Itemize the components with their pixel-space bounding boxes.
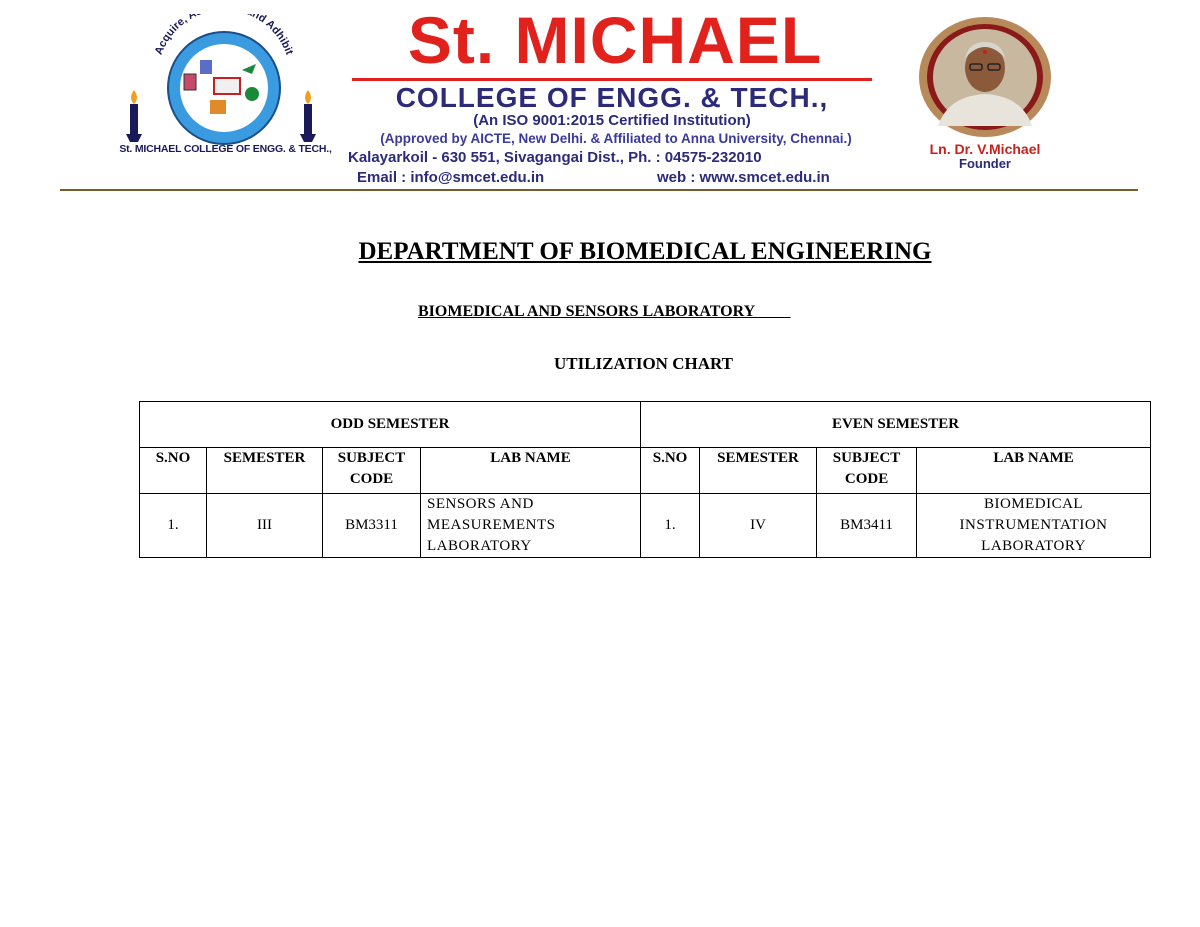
even-semester-header: EVEN SEMESTER: [641, 402, 1151, 448]
even-subject-code-cell: BM3411: [817, 494, 917, 558]
address-line: Kalayarkoil - 630 551, Sivagangai Dist., Ph. : 04575-232010: [348, 149, 762, 166]
lab-title-underline-tail: [755, 303, 791, 320]
header-rule: [60, 189, 1138, 191]
even-col-lab-name: LAB NAME: [917, 448, 1151, 494]
lab-title: [418, 302, 918, 322]
odd-col-lab-name: LAB NAME: [421, 448, 641, 494]
odd-sno-cell: 1.: [140, 494, 207, 558]
founder-title: Founder: [959, 156, 1011, 171]
even-semester-cell: IV: [700, 494, 817, 558]
odd-lab-name-cell: SENSORS AND MEASUREMENTS LABORATORY: [421, 494, 641, 558]
iso-certification: (An ISO 9001:2015 Certified Institution): [473, 112, 751, 129]
semester-header-row: [140, 402, 1151, 448]
department-title-text: DEPARTMENT OF BIOMEDICAL ENGINEERING: [358, 238, 932, 265]
utilization-table: [139, 401, 1151, 558]
department-title: [200, 237, 1090, 267]
lab-title-text: BIOMEDICAL AND SENSORS LABORATORY: [418, 303, 755, 320]
even-col-subject-code: SUBJECT CODE: [817, 448, 917, 494]
even-col-semester: SEMESTER: [700, 448, 817, 494]
odd-semester-cell: III: [207, 494, 323, 558]
college-logo: [118, 14, 333, 164]
chart-title: UTILIZATION CHART: [553, 354, 734, 373]
approval-line: (Approved by AICTE, New Delhi. & Affiliated to Anna University, Chennai.): [380, 131, 852, 146]
college-subtitle: COLLEGE OF ENGG. & TECH.,: [395, 82, 829, 113]
odd-col-semester: SEMESTER: [207, 448, 323, 494]
title-divider: [352, 78, 872, 81]
odd-semester-header: ODD SEMESTER: [140, 402, 641, 448]
website-text[interactable]: web : www.smcet.edu.in: [657, 169, 830, 186]
logo-caption: St. MICHAEL COLLEGE OF ENGG. & TECH.,: [119, 143, 332, 155]
even-sno-cell: 1.: [641, 494, 700, 558]
college-name: St. MICHAEL: [407, 3, 823, 77]
even-lab-name-cell: BIOMEDICAL INSTRUMENTATION LABORATORY: [917, 494, 1151, 558]
even-col-sno: S.NO: [641, 448, 700, 494]
logo-motto: Acquire, A nd Adhibit: [152, 14, 296, 57]
contact-line: [357, 169, 887, 187]
odd-col-subject-code: SUBJECT CODE: [323, 448, 421, 494]
odd-subject-code-cell: BM3311: [323, 494, 421, 558]
college-logo-graphic: [118, 14, 333, 164]
odd-col-sno: S.NO: [140, 448, 207, 494]
founder-portrait-graphic: [918, 16, 1052, 138]
founder-portrait: [918, 16, 1052, 138]
column-header-row: [140, 448, 1151, 494]
founder-name: Ln. Dr. V.Michael: [929, 141, 1041, 157]
email-text[interactable]: Email : info@smcet.edu.in: [357, 169, 545, 186]
table-row: [140, 494, 1151, 558]
